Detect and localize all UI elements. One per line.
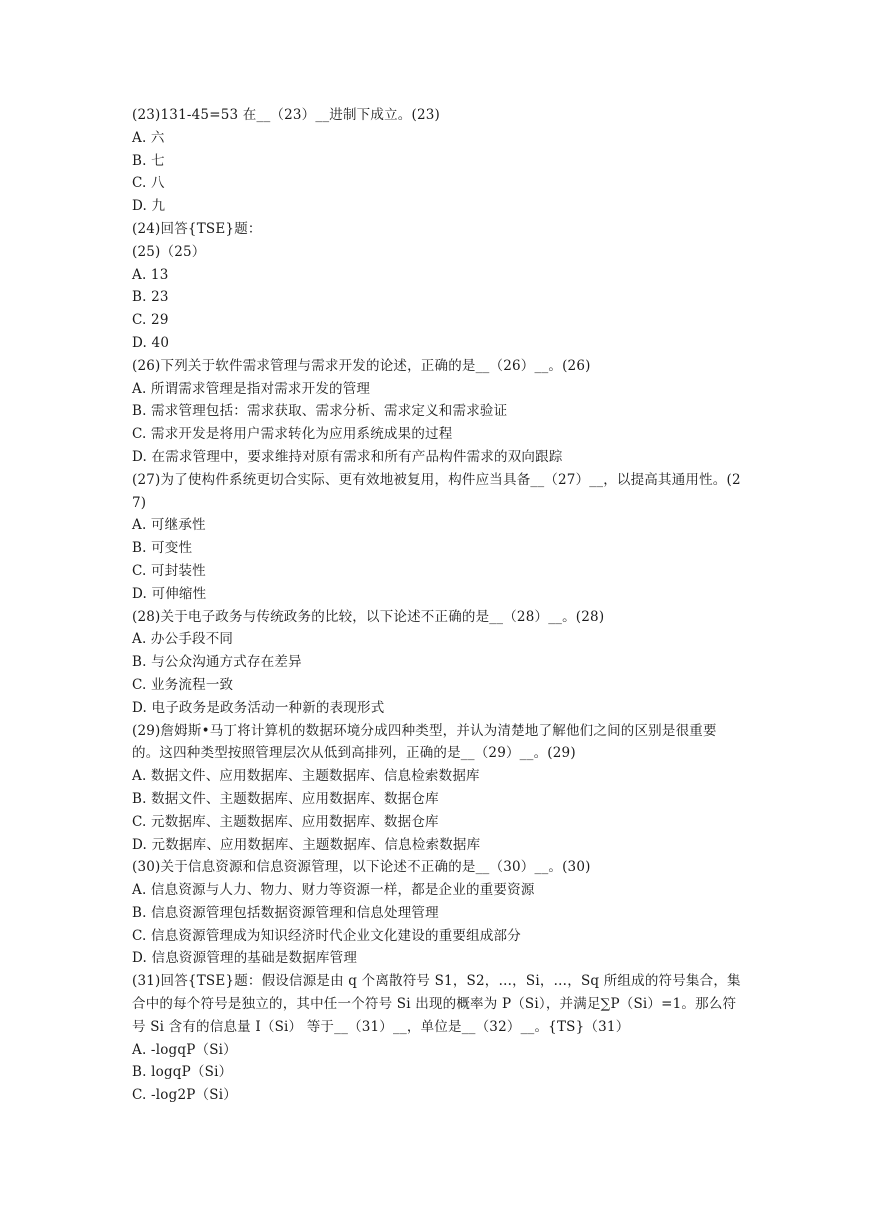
question-30: [132, 856, 744, 970]
option-a: A. 六: [132, 129, 165, 146]
option-b: B. 与公众沟通方式存在差异: [132, 654, 302, 671]
option-c: C. 业务流程一致: [132, 676, 234, 693]
option-d: D. 40: [132, 334, 170, 351]
question-stem: (24)回答{TSE}题：: [132, 220, 262, 237]
option-c: C. 需求开发是将用户需求转化为应用系统成果的过程: [132, 426, 453, 443]
option-a: A. 13: [132, 266, 169, 283]
option-d: D. 可伸缩性: [132, 585, 207, 602]
option-c: C. 信息资源管理成为知识经济时代企业文化建设的重要组成部分: [132, 927, 521, 944]
question-24: [132, 218, 744, 241]
option-c: C. 可封装性: [132, 562, 206, 579]
option-d: D. 九: [132, 198, 166, 215]
question-stem: (31)回答{TSE}题：假设信源是由 q 个离散符号 S1，S2，…，Si，…，Sq 所组成的符号集合，集合中的每个符号是独立的，其中任一个符号 Si 出现的概率为 P（Si），并满足∑P（Si）=1。那么符号 Si 含有的信息量 I（Si） 等于__（31）__，单位是__（32）__。{TS}（31）: [132, 973, 741, 1035]
question-stem: (23)131-45=53 在__（23）__进制下成立。(23): [132, 107, 440, 123]
option-a: A. 数据文件、应用数据库、主题数据库、信息检索数据库: [132, 768, 480, 785]
option-a: A. 所谓需求管理是指对需求开发的管理: [132, 380, 371, 397]
question-26: [132, 355, 744, 469]
question-stem: (26)下列关于软件需求管理与需求开发的论述，正确的是__（26）__。(26): [132, 357, 591, 374]
option-d: D. 在需求管理中，要求维持对原有需求和所有产品构件需求的双向跟踪: [132, 448, 563, 465]
question-23: [132, 104, 744, 218]
option-d: D. 信息资源管理的基础是数据库管理: [132, 950, 358, 967]
question-28: [132, 606, 744, 720]
option-c: C. -log2P（Si）: [132, 1087, 237, 1104]
option-d: D. 元数据库、应用数据库、主题数据库、信息检索数据库: [132, 836, 481, 853]
option-a: A. 信息资源与人力、物力、财力等资源一样，都是企业的重要资源: [132, 882, 535, 899]
document-page: [132, 104, 744, 1107]
question-stem: (25)（25）: [132, 243, 206, 260]
question-stem: (29)詹姆斯•马丁将计算机的数据环境分成四种类型，并认为清楚地了解他们之间的区别是很重要的。这四种类型按照管理层次从低到高排列，正确的是__（29）__。(29): [132, 722, 717, 762]
option-b: B. logqP（Si）: [132, 1064, 233, 1081]
option-d: D. 电子政务是政务活动一种新的表现形式: [132, 699, 385, 716]
option-b: B. 23: [132, 289, 169, 306]
option-b: B. 七: [132, 152, 165, 169]
option-b: B. 信息资源管理包括数据资源管理和信息处理管理: [132, 904, 439, 921]
question-stem: (27)为了使构件系统更切合实际、更有效地被复用，构件应当具备__（27）__，以提高其通用性。(27): [132, 471, 741, 511]
option-a: A. 可继承性: [132, 517, 206, 534]
option-a: A. -logqP（Si）: [132, 1041, 237, 1058]
question-25: [132, 241, 744, 355]
option-b: B. 需求管理包括：需求获取、需求分析、需求定义和需求验证: [132, 403, 508, 420]
option-c: C. 29: [132, 312, 169, 329]
question-stem: (30)关于信息资源和信息资源管理，以下论述不正确的是__（30）__。(30): [132, 859, 591, 876]
question-31: [132, 970, 744, 1107]
question-29: [132, 720, 744, 857]
question-stem: (28)关于电子政务与传统政务的比较，以下论述不正确的是__（28）__。(28): [132, 608, 605, 625]
option-b: B. 可变性: [132, 540, 193, 557]
option-c: C. 八: [132, 175, 165, 192]
option-b: B. 数据文件、主题数据库、应用数据库、数据仓库: [132, 790, 439, 807]
option-c: C. 元数据库、主题数据库、应用数据库、数据仓库: [132, 813, 439, 830]
question-27: [132, 469, 744, 606]
option-a: A. 办公手段不同: [132, 631, 234, 648]
